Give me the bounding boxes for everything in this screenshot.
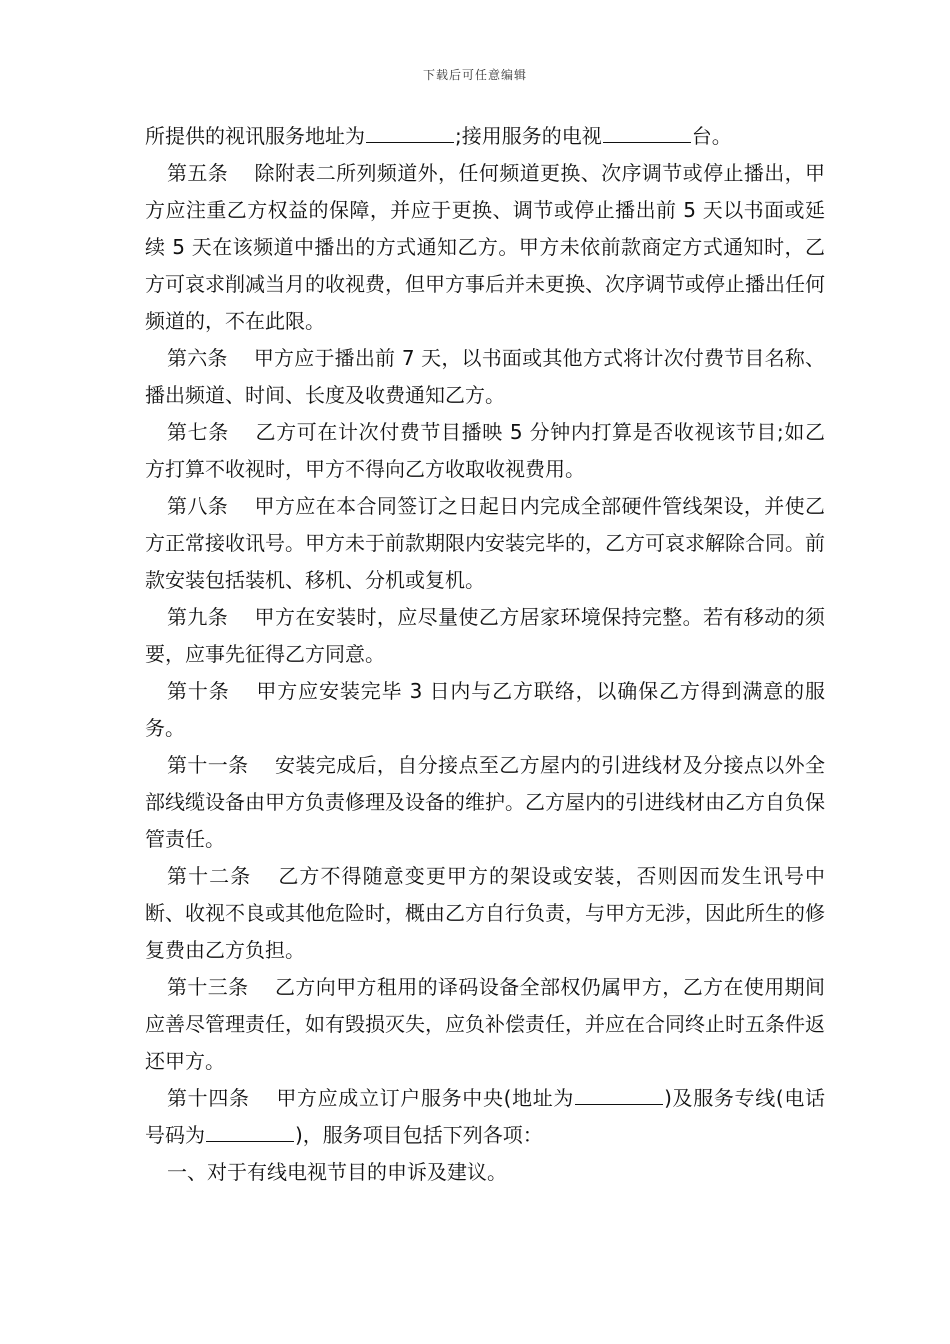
- page-header: 下载后可任意编辑: [422, 68, 527, 82]
- article-9: [145, 599, 825, 673]
- article-text: 甲方应安装完毕 3 日内与乙方联络，以确保乙方得到满意的服务。: [145, 679, 825, 740]
- list-item-1: [145, 1154, 825, 1191]
- article-10: [145, 673, 825, 747]
- article-text: 甲方应于播出前 7 天，以书面或其他方式将计次付费节目名称、播出频道、时间、长度及收费通知乙方。: [145, 346, 825, 407]
- article-number: 第十一条: [167, 753, 249, 777]
- article-number: 第七条: [167, 420, 229, 444]
- article-number: 第九条: [167, 605, 229, 629]
- article-12: [145, 858, 825, 969]
- article-8: [145, 488, 825, 599]
- article-number: 第八条: [167, 494, 229, 518]
- contract-body: [145, 118, 825, 1191]
- article-text: 甲方在安装时，应尽量使乙方居家环境保持完整。若有移动的须要，应事先征得乙方同意。: [145, 605, 826, 666]
- article-5: [145, 155, 825, 340]
- article-text: 甲方应在本合同签订之日起日内完成全部硬件管线架设，并使乙方正常接收讯号。甲方未于前款期限内安装完毕的，乙方可哀求解除合同。前款安装包括装机、移机、分机或复机。: [145, 494, 826, 592]
- article-text: 乙方不得随意变更甲方的架设或安装，否则因而发生讯号中断、收视不良或其他危险时，概由乙方自行负责，与甲方无涉，因此所生的修复费由乙方负担。: [145, 864, 826, 962]
- article-number: 第十三条: [167, 975, 249, 999]
- article-number: 第十条: [167, 679, 230, 703]
- article-7: [145, 414, 825, 488]
- blank-tv-count: [603, 122, 691, 143]
- paragraph-service-address: [145, 118, 825, 155]
- article-text: 除附表二所列频道外，任何频道更换、次序调节或停止播出，甲方应注重乙方权益的保障，并应于更换、调节或停止播出前 5 天以书面或延续 5 天在该频道中播出的方式通知乙方。甲方未依前款商定方式通知时，乙方可哀求削减当月的收视费，但甲方事后并未更换、次序调节或停止播出任何频道的，不在此限。: [145, 161, 826, 333]
- article-text: 乙方可在计次付费节目播映 5 分钟内打算是否收视该节目;如乙方打算不收视时，甲方不得向乙方收取收视费用。: [145, 420, 825, 481]
- article-number: 第五条: [167, 161, 229, 185]
- article-text: 安装完成后，自分接点至乙方屋内的引进线材及分接点以外全部线缆设备由甲方负责修理及设备的维护。乙方屋内的引进线材由乙方自负保管责任。: [145, 753, 826, 851]
- article-number: 第十二条: [167, 864, 252, 888]
- list-item-text: 一、对于有线电视节目的申诉及建议。: [167, 1160, 507, 1184]
- article-number: 第十四条: [167, 1086, 250, 1110]
- text: ;接用服务的电视: [455, 124, 602, 148]
- article-text: )，服务项目包括下列各项：: [295, 1123, 543, 1147]
- article-14: [145, 1080, 825, 1154]
- article-11: [145, 747, 825, 858]
- article-number: 第六条: [167, 346, 228, 370]
- article-text: 甲方应成立订户服务中央(地址为: [275, 1086, 575, 1110]
- article-text: )及服务专线(电话号码为: [145, 1086, 825, 1147]
- blank-service-center-address: [575, 1084, 663, 1105]
- article-text: 乙方向甲方租用的译码设备全部权仍属甲方，乙方在使用期间应善尽管理责任，如有毁损灭失，应负补偿责任，并应在合同终止时五条件返还甲方。: [145, 975, 826, 1073]
- text: 所提供的视讯服务地址为: [145, 124, 365, 148]
- article-6: [145, 340, 825, 414]
- text: 台。: [691, 124, 732, 148]
- article-13: [145, 969, 825, 1080]
- blank-service-phone: [206, 1121, 294, 1142]
- blank-service-address: [366, 122, 454, 143]
